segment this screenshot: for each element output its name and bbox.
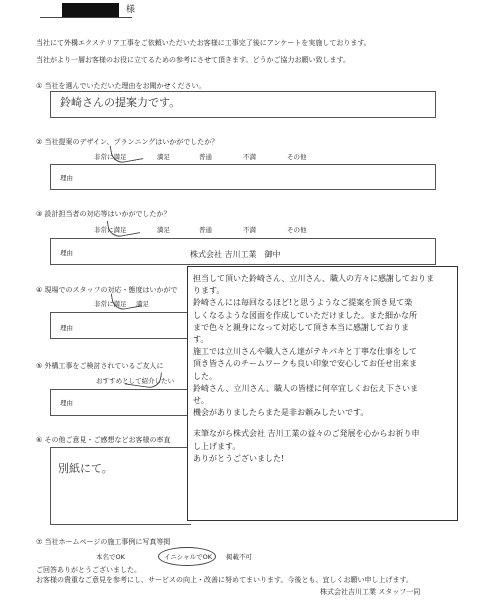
letter-line: す。: [193, 335, 209, 345]
letter-spacer: [193, 419, 452, 428]
letter-line: まで色々と親身になって対応して頂き本当に感謝しておりま: [193, 322, 409, 332]
letter-body: [187, 266, 458, 521]
q5-option-recommend[interactable]: おすすめとして紹介したい: [96, 377, 175, 385]
q7-selection-circle: [158, 547, 216, 566]
letter-line: 末筆ながら株式会社 吉川工業の益々のご発展を心からお祈り申: [193, 429, 420, 439]
q2-option-dissatisfied[interactable]: 不満: [243, 153, 256, 161]
closing-line-1: ご回答ありがとうございました。: [36, 566, 141, 574]
letter-line: せ。: [193, 396, 209, 406]
q4-reason-label: 理由: [60, 324, 73, 332]
q3-selection-mark: [107, 215, 141, 238]
letter-line: 機会がありましたらまた是非お頼みしたいです。: [193, 408, 369, 418]
q3-option-neutral[interactable]: 普通: [199, 226, 212, 234]
q2-reason-box: [50, 164, 436, 190]
letter-line: 頂き皆さんのチームワークも良い印象で安心してお任せ出来ま: [193, 359, 417, 369]
q7-option-real-name[interactable]: 本名でOK: [96, 553, 125, 561]
honorific: 様: [126, 5, 136, 15]
q3-reason-label: 理由: [60, 249, 73, 257]
q6-answer-box: [50, 447, 191, 525]
letter-line: 施工では立川さんや職人さん達がテキパキと丁寧な仕事をして: [193, 347, 417, 357]
letter-line: しくなるような図面を作成していただけました。また細かな所: [193, 310, 417, 320]
letter-line: 鈴崎さん、立川さん、職人の皆様に何卒宜しくお伝え下さいま: [193, 383, 418, 393]
intro-line-1: 当社にて外構エクステリア工事をご依頼いただいたお客様に工事完了後にアンケートを実施しております。: [36, 39, 371, 47]
q5-reason-label: 理由: [60, 399, 73, 407]
letter-line: 担当して頂いた鈴崎さん、立川さん、職人の方々に感謝しておりま: [193, 274, 434, 283]
letter-line: した。: [193, 371, 217, 381]
customer-name-underline: [40, 17, 132, 18]
q3-option-very-satisfied[interactable]: 非常に満足: [94, 226, 127, 234]
q5-selection-mark: [125, 368, 162, 390]
letter-line: し上げます。: [193, 441, 241, 451]
q4-question: ④ 現場でのスタッフの対応・態度はいかがで: [36, 286, 178, 294]
q1-handwritten-answer: 鈴崎さんの提案力です。: [60, 96, 181, 109]
q5-question: ⑤ 外構工事をご検討されているご友人に: [36, 362, 164, 370]
q7-question: ⑦ 当社ホームページの施工事例に写真等掲: [36, 538, 171, 546]
q2-option-very-satisfied[interactable]: 非常に満足: [94, 153, 127, 161]
q7-option-not-publish[interactable]: 掲載不可: [226, 553, 252, 561]
q6-handwritten-answer: 別紙にて。: [58, 462, 113, 475]
q2-option-satisfied[interactable]: 満足: [157, 153, 170, 161]
closing-line-2: お客様の貴重なご意見を参考にし、サービスの向上・改善に努めてまいります。今後とも、宜しくお願い申し上げます。: [36, 576, 413, 584]
letter-header: 株式会社 吉川工業 御中: [190, 250, 281, 259]
q3-option-other[interactable]: その他: [287, 226, 307, 234]
letter-line: 鈴崎さんには毎回なるほど!と思うようなご提案を頂き見て楽: [193, 298, 413, 308]
closing-signature: 株式会社吉川工業 スタッフ一同: [320, 588, 421, 596]
customer-name-redacted: [62, 3, 119, 18]
q2-question: ② 当社提案のデザイン、プランニングはいかがでしたか？: [36, 138, 219, 146]
q7-option-initials[interactable]: イニシャルでOK: [164, 553, 212, 561]
q6-question: ⑥ その他ご意見・ご感想などお客様の率直: [36, 436, 171, 444]
q2-reason-label: 理由: [60, 174, 73, 182]
q3-option-dissatisfied[interactable]: 不満: [243, 226, 256, 234]
q4-option-satisfied[interactable]: 満足: [136, 300, 149, 308]
letter-line: ありがとうございました!: [193, 453, 285, 463]
q3-question: ③ 設計担当者の対応等はいかがでしたか？: [36, 210, 171, 218]
letter-line: ります。: [193, 286, 225, 296]
q2-option-neutral[interactable]: 普通: [199, 153, 212, 161]
q1-question: ① 当社を選んでいただいた理由をお聞かせください。: [36, 82, 206, 90]
q2-option-other[interactable]: その他: [287, 153, 307, 161]
intro-line-2: 当社がより一層お客様のお役に立てるための参考にさせて頂きます。どうかご協力お願い致します。: [36, 56, 350, 64]
q4-option-very-satisfied[interactable]: 非常に満足: [94, 300, 127, 308]
q3-option-satisfied[interactable]: 満足: [157, 226, 170, 234]
